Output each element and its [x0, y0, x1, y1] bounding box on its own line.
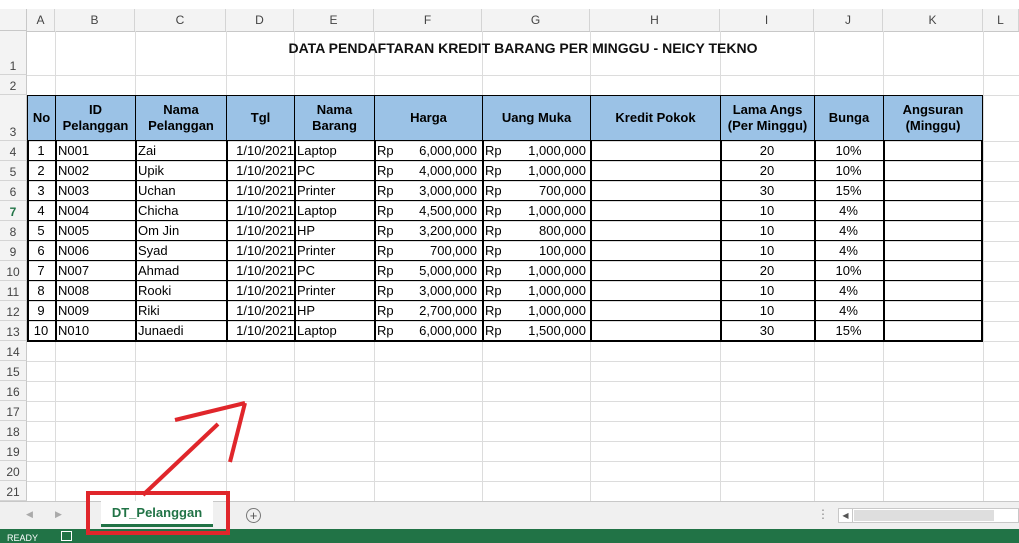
row-header-16[interactable]: 16 [0, 381, 27, 401]
sheet-tab-label: DT_Pelanggan [111, 505, 203, 520]
cell-bunga[interactable]: 10% [835, 143, 862, 158]
cell-no[interactable]: 4 [37, 203, 45, 218]
cell-nama-barang[interactable]: HP [297, 223, 316, 238]
triangle-left-icon[interactable]: ◀ [839, 509, 853, 522]
cell-uang-muka[interactable]: 800,000 [539, 223, 586, 238]
cell-id-pelanggan[interactable]: N001 [58, 143, 90, 158]
row-header-18[interactable]: 18 [0, 421, 27, 441]
cell-harga[interactable]: 4,000,000 [419, 163, 477, 178]
cell-id-pelanggan[interactable]: N004 [58, 203, 90, 218]
annotation-arrow-head-top [175, 403, 245, 420]
header-nama-line1: Nama [163, 102, 199, 117]
cell-bunga[interactable]: 10% [835, 263, 862, 278]
cell-harga-currency[interactable]: Rp [377, 163, 394, 178]
cell-uang-muka[interactable]: 1,000,000 [528, 143, 586, 158]
header-angsuran-line2: (Minggu) [905, 118, 961, 133]
column-header-i[interactable]: I [720, 9, 814, 31]
cell-uang-muka-currency[interactable]: Rp [485, 243, 502, 258]
cell-no[interactable]: 3 [37, 183, 45, 198]
cell-harga-currency[interactable]: Rp [377, 323, 394, 338]
cell-id-pelanggan[interactable]: N005 [58, 223, 90, 238]
row-header-20[interactable]: 20 [0, 461, 27, 481]
header-id-line2: Pelanggan [62, 118, 129, 133]
cell-nama-pelanggan[interactable]: Rooki [138, 283, 172, 298]
cell-nama-barang[interactable]: Laptop [297, 323, 337, 338]
cell-lama-angs[interactable]: 10 [759, 243, 775, 258]
cell-id-pelanggan[interactable]: N006 [58, 243, 90, 258]
cell-harga-currency[interactable]: Rp [377, 303, 394, 318]
cell-lama-angs[interactable]: 10 [759, 283, 775, 298]
cell-harga-currency[interactable]: Rp [377, 143, 394, 158]
cell-id-pelanggan[interactable]: N009 [58, 303, 90, 318]
header-harga-label: Harga [410, 110, 447, 125]
cell-uang-muka[interactable]: 700,000 [539, 183, 586, 198]
row-header-12[interactable]: 12 [0, 301, 27, 321]
header-no-label: No [32, 110, 51, 125]
header-id-line1: ID [89, 102, 102, 117]
column-header-b[interactable]: B [55, 9, 135, 31]
cell-nama-pelanggan[interactable]: Ahmad [138, 263, 180, 278]
column-header-l[interactable]: L [983, 9, 1019, 31]
cell-uang-muka-currency[interactable]: Rp [485, 283, 502, 298]
cell-harga-currency[interactable]: Rp [377, 223, 394, 238]
cell-nama-barang[interactable]: Printer [297, 183, 336, 198]
cell-no[interactable]: 8 [37, 283, 45, 298]
cell-bunga[interactable]: 15% [835, 323, 862, 338]
cell-uang-muka[interactable]: 1,000,000 [528, 303, 586, 318]
row-header-15[interactable]: 15 [0, 361, 27, 381]
column-header-j[interactable]: J [814, 9, 883, 31]
cell-harga[interactable]: 5,000,000 [419, 263, 477, 278]
header-bunga-label: Bunga [828, 110, 870, 125]
cell-harga[interactable]: 4,500,000 [419, 203, 477, 218]
sheet-title[interactable]: DATA PENDAFTARAN KREDIT BARANG PER MINGGU - NEICY TEKNO [288, 40, 758, 56]
triangle-right-icon[interactable]: ▶ [55, 509, 62, 519]
cell-harga-currency[interactable]: Rp [377, 263, 394, 278]
header-barang-line1: Nama [316, 102, 353, 117]
header-barang-line2: Barang [312, 118, 357, 133]
cell-tgl[interactable]: 1/10/2021 [236, 203, 294, 218]
cell-uang-muka-currency[interactable]: Rp [485, 263, 502, 278]
cell-tgl[interactable]: 1/10/2021 [236, 143, 294, 158]
cell-harga-currency[interactable]: Rp [377, 183, 394, 198]
cell-nama-pelanggan[interactable]: Upik [138, 163, 165, 178]
cell-no[interactable]: 7 [37, 263, 45, 278]
annotation-arrow-head-side [230, 403, 245, 462]
cell-uang-muka[interactable]: 1,500,000 [528, 323, 586, 338]
annotation-arrow-shaft [143, 424, 218, 495]
cell-harga[interactable]: 3,000,000 [419, 283, 477, 298]
row-header-10[interactable]: 10 [0, 261, 27, 281]
cell-id-pelanggan[interactable]: N010 [58, 323, 90, 338]
cell-harga[interactable]: 6,000,000 [419, 323, 477, 338]
cell-nama-pelanggan[interactable]: Om Jin [138, 223, 180, 238]
cell-tgl[interactable]: 1/10/2021 [236, 323, 294, 338]
cell-uang-muka-currency[interactable]: Rp [485, 223, 502, 238]
cell-tgl[interactable]: 1/10/2021 [236, 163, 294, 178]
cell-nama-pelanggan[interactable]: Junaedi [138, 323, 184, 338]
cell-uang-muka[interactable]: 100,000 [539, 243, 586, 258]
row-header-1[interactable]: 1 [0, 31, 27, 75]
cell-lama-angs[interactable]: 30 [759, 323, 775, 338]
cell-nama-barang[interactable]: PC [297, 263, 316, 278]
plus-circle-icon[interactable]: + [246, 508, 261, 523]
cell-harga[interactable]: 2,700,000 [419, 303, 477, 318]
cell-harga-currency[interactable]: Rp [377, 283, 394, 298]
cell-uang-muka[interactable]: 1,000,000 [528, 203, 586, 218]
cell-nama-pelanggan[interactable]: Uchan [138, 183, 176, 198]
header-tgl-label: Tgl [250, 110, 271, 125]
cell-nama-pelanggan[interactable]: Chicha [138, 203, 179, 218]
cell-uang-muka-currency[interactable]: Rp [485, 143, 502, 158]
cell-tgl[interactable]: 1/10/2021 [236, 263, 294, 278]
vertical-dots-icon[interactable]: ⋮ [817, 507, 829, 521]
cell-harga[interactable]: 6,000,000 [419, 143, 477, 158]
annotation-highlight-box [88, 493, 228, 533]
cell-no[interactable]: 6 [37, 243, 45, 258]
row-header-6[interactable]: 6 [0, 181, 27, 201]
cell-no[interactable]: 10 [33, 323, 49, 338]
row-header-8[interactable]: 8 [0, 221, 27, 241]
cell-uang-muka[interactable]: 1,000,000 [528, 283, 586, 298]
column-header-h[interactable]: H [590, 9, 720, 31]
row-header-9[interactable]: 9 [0, 241, 27, 261]
cell-uang-muka-currency[interactable]: Rp [485, 203, 502, 218]
row-header-2[interactable]: 2 [0, 75, 27, 95]
cell-bunga[interactable]: 4% [839, 303, 858, 318]
cell-no[interactable]: 1 [37, 143, 45, 158]
row-header-13[interactable]: 13 [0, 321, 27, 341]
cell-harga-currency[interactable]: Rp [377, 203, 394, 218]
row-header-4[interactable]: 4 [0, 141, 27, 161]
cell-uang-muka[interactable]: 1,000,000 [528, 163, 586, 178]
cell-nama-pelanggan[interactable]: Riki [138, 303, 160, 318]
column-header-a[interactable]: A [27, 9, 55, 31]
row-header-17[interactable]: 17 [0, 401, 27, 421]
cell-nama-barang[interactable]: Laptop [297, 143, 337, 158]
triangle-left-icon[interactable]: ◀ [26, 509, 33, 519]
status-text: READY [7, 533, 39, 543]
row-header-7[interactable]: 7 [0, 201, 27, 221]
cell-harga[interactable]: 700,000 [430, 243, 477, 258]
cell-uang-muka-currency[interactable]: Rp [485, 323, 502, 338]
cell-tgl[interactable]: 1/10/2021 [236, 183, 294, 198]
header-lama-line1: Lama Angs [732, 102, 803, 117]
cell-tgl[interactable]: 1/10/2021 [236, 303, 294, 318]
cell-bunga[interactable]: 4% [839, 243, 858, 258]
cell-bunga[interactable]: 10% [835, 163, 862, 178]
cell-uang-muka-currency[interactable]: Rp [485, 183, 502, 198]
cell-id-pelanggan[interactable]: N008 [58, 283, 90, 298]
cell-harga[interactable]: 3,000,000 [419, 183, 477, 198]
cell-bunga[interactable]: 4% [839, 223, 858, 238]
cell-tgl[interactable]: 1/10/2021 [236, 283, 294, 298]
cell-nama-barang[interactable]: Laptop [297, 203, 337, 218]
row-header-5[interactable]: 5 [0, 161, 27, 181]
cell-lama-angs[interactable]: 20 [759, 163, 775, 178]
column-header-d[interactable]: D [226, 9, 294, 31]
column-header-c[interactable]: C [135, 9, 226, 31]
cell-nama-barang[interactable]: HP [297, 303, 316, 318]
cell-uang-muka-currency[interactable]: Rp [485, 163, 502, 178]
cell-id-pelanggan[interactable]: N002 [58, 163, 90, 178]
header-lama-line2: (Per Minggu) [727, 118, 808, 133]
cell-lama-angs[interactable]: 10 [759, 203, 775, 218]
cell-lama-angs[interactable]: 20 [759, 143, 775, 158]
cell-uang-muka-currency[interactable]: Rp [485, 303, 502, 318]
header-nama-line2: Pelanggan [148, 118, 214, 133]
cell-nama-barang[interactable]: PC [297, 163, 316, 178]
cell-no[interactable]: 5 [37, 223, 45, 238]
cell-lama-angs[interactable]: 20 [759, 263, 775, 278]
column-header-e[interactable]: E [294, 9, 374, 31]
column-header-g[interactable]: G [482, 9, 590, 31]
cell-nama-pelanggan[interactable]: Zai [138, 143, 157, 158]
cell-tgl[interactable]: 1/10/2021 [236, 243, 294, 258]
row-header-19[interactable]: 19 [0, 441, 27, 461]
cell-tgl[interactable]: 1/10/2021 [236, 223, 294, 238]
cell-nama-pelanggan[interactable]: Syad [138, 243, 168, 258]
cell-no[interactable]: 9 [37, 303, 45, 318]
row-header-21[interactable]: 21 [0, 481, 27, 501]
cell-bunga[interactable]: 4% [839, 283, 858, 298]
cell-nama-barang[interactable]: Printer [297, 243, 336, 258]
row-header-11[interactable]: 11 [0, 281, 27, 301]
cell-harga[interactable]: 3,200,000 [419, 223, 477, 238]
cell-lama-angs[interactable]: 10 [759, 303, 775, 318]
row-header-14[interactable]: 14 [0, 341, 27, 361]
cell-id-pelanggan[interactable]: N007 [58, 263, 90, 278]
cell-nama-barang[interactable]: Printer [297, 283, 336, 298]
cell-lama-angs[interactable]: 10 [759, 223, 775, 238]
header-kredit-pokok-label: Kredit Pokok [615, 110, 696, 125]
header-angsuran-line1: Angsuran [902, 102, 964, 117]
cell-id-pelanggan[interactable]: N003 [58, 183, 90, 198]
cell-lama-angs[interactable]: 30 [759, 183, 775, 198]
column-header-k[interactable]: K [883, 9, 983, 31]
header-uang-muka-label: Uang Muka [501, 110, 572, 125]
row-header-3[interactable]: 3 [0, 95, 27, 141]
column-header-f[interactable]: F [374, 9, 482, 31]
cell-harga-currency[interactable]: Rp [377, 243, 394, 258]
cell-no[interactable]: 2 [37, 163, 45, 178]
cell-bunga[interactable]: 4% [839, 203, 858, 218]
cell-uang-muka[interactable]: 1,000,000 [528, 263, 586, 278]
cell-bunga[interactable]: 15% [835, 183, 862, 198]
